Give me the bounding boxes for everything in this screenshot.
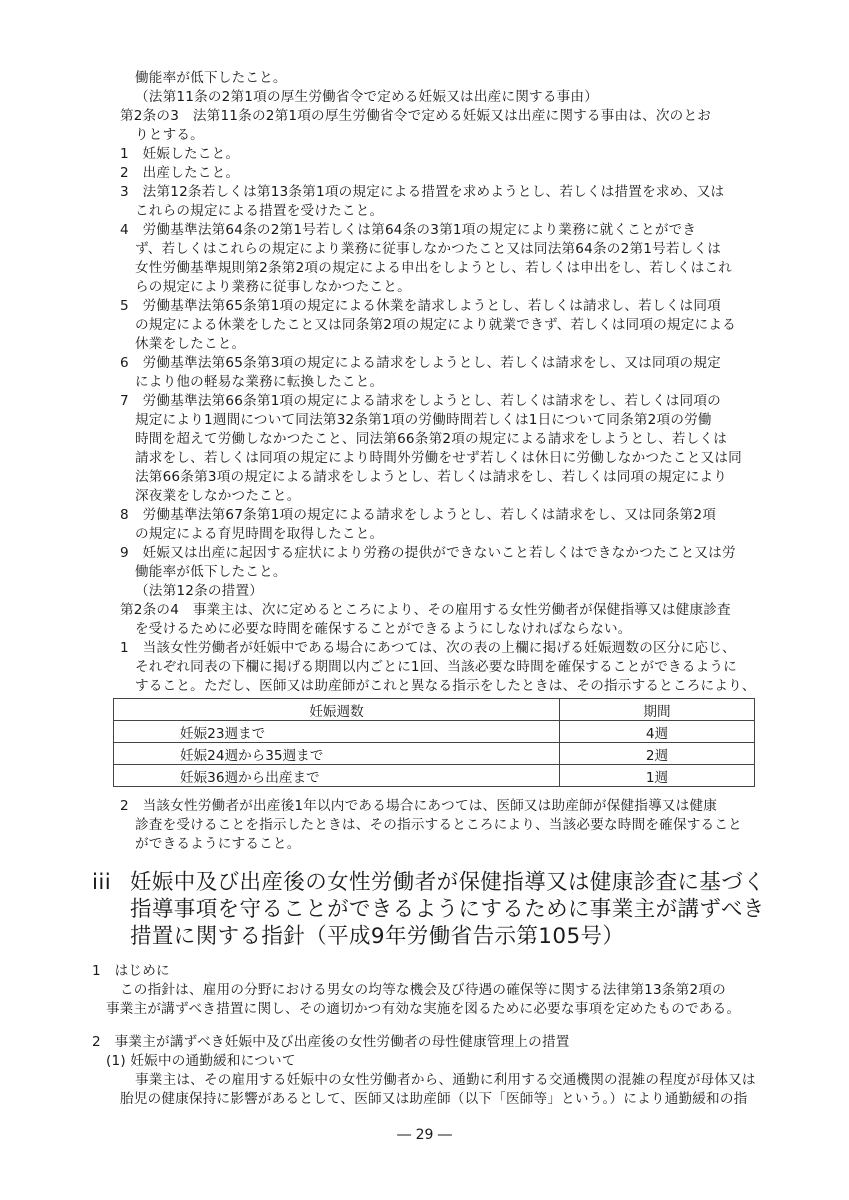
text-line: 時間を超えて労働しなかつたこと、同法第66条第2項の規定による請求をしようとし、若しくは	[135, 431, 728, 447]
text-line: ができるようにすること。	[135, 836, 301, 852]
text-line: それぞれ同表の下欄に掲げる期間以内ごとに1回、当該必要な時間を確保することができるように	[135, 659, 737, 675]
page-number: ― 29 ―	[397, 1127, 452, 1143]
table-cell: 4週	[560, 721, 755, 743]
text-line: 請求をし、若しくは同項の規定により時間外労働をせず若しくは休日に労働しなかつたこと又は同	[135, 450, 742, 466]
text-line: 1 当該女性労働者が妊娠中である場合にあつては、次の表の上欄に掲げる妊娠週数の区分に応じ、	[120, 640, 736, 656]
text-line: 7 労働基準法第66条第1項の規定による請求をしようとし、若しくは請求をし、若しくは同項の	[120, 393, 721, 409]
text-line: 法第66条第3項の規定による請求をしようとし、若しくは請求をし、若しくは同項の規定により	[135, 469, 728, 485]
text-line: りとする。	[135, 127, 204, 143]
text-line: 6 労働基準法第65条第3項の規定による請求をしようとし、若しくは請求をし、又は同項の規定	[120, 355, 721, 371]
text-line: 2 出産したこと。	[120, 165, 240, 181]
text-line: 2 当該女性労働者が出産後1年以内である場合にあつては、医師又は助産師が保健指導又は健康	[120, 798, 718, 814]
section-heading: 措置に関する指針（平成9年労働省告示第105号）	[130, 924, 625, 949]
text-line: の規定による育児時間を取得したこと。	[135, 526, 384, 542]
text-line: 診査を受けることを指示したときは、その指示するところにより、当該必要な時間を確保すること	[135, 817, 742, 833]
text-line: （法第11条の2第1項の厚生労働省令で定める妊娠又は出産に関する事由）	[135, 89, 598, 105]
table-header-weeks: 妊娠週数	[114, 699, 560, 721]
text-line: 深夜業をしなかつたこと。	[135, 488, 301, 504]
text-line: 8 労働基準法第67条第1項の規定による請求をしようとし、若しくは請求をし、又は同条第2項	[120, 507, 716, 523]
text-line: これらの規定による措置を受けたこと。	[135, 203, 384, 219]
table-cell: 1週	[560, 765, 755, 787]
section-heading: 指導事項を守ることができるようにするために事業主が講ずべき	[130, 897, 765, 922]
table-cell: 妊娠23週まで	[114, 721, 560, 743]
table-header-row	[114, 699, 755, 721]
section-heading: 妊娠中及び出産後の女性労働者が保健指導又は健康診査に基づく	[130, 870, 766, 895]
text-line: 1 はじめに	[92, 963, 170, 979]
text-line: (1) 妊娠中の通勤緩和について	[106, 1053, 296, 1069]
table-cell: 2週	[560, 743, 755, 765]
table-header-period: 期間	[560, 699, 755, 721]
table-row	[114, 765, 755, 787]
text-line: （法第12条の措置）	[135, 583, 264, 599]
text-line: 9 妊娠又は出産に起因する症状により労務の提供ができないこと若しくはできなかつたこと又は労	[120, 545, 736, 561]
text-line: 第2条の3 法第11条の2第1項の厚生労働省令で定める妊娠又は出産に関する事由は、次のとお	[120, 108, 712, 124]
text-line: 胎児の健康保持に影響があるとして、医師又は助産師（以下「医師等」という。）により通勤緩和の指	[120, 1091, 748, 1107]
text-line: 3 法第12条若しくは第13条第1項の規定による措置を求めようとし、若しくは措置を求め、又は	[120, 184, 725, 200]
table-row	[114, 743, 755, 765]
text-line: により他の軽易な業務に転換したこと。	[135, 374, 384, 390]
text-line: すること。ただし、医師又は助産師がこれと異なる指示をしたときは、その指示するところにより、	[135, 678, 756, 694]
text-line: 働能率が低下したこと。	[135, 70, 287, 86]
text-line: 事業主は、その雇用する妊娠中の女性労働者から、通勤に利用する交通機関の混雑の程度が母体又は	[135, 1072, 756, 1088]
text-line: 1 妊娠したこと。	[120, 146, 240, 162]
text-line: 第2条の4 事業主は、次に定めるところにより、その雇用する女性労働者が保健指導又は健康診査	[120, 602, 731, 618]
text-line: 5 労働基準法第65条第1項の規定による休業を請求しようとし、若しくは請求し、若しくは同項	[120, 298, 721, 314]
table-cell: 妊娠24週から35週まで	[114, 743, 560, 765]
text-line: の規定による休業をしたこと又は同条第2項の規定により就業できず、若しくは同項の規定による	[135, 317, 736, 333]
section-number: iii	[92, 870, 112, 895]
text-line: 2 事業主が講ずべき妊娠中及び出産後の女性労働者の母性健康管理上の措置	[92, 1034, 570, 1050]
text-line: 事業主が講ずべき措置に関し、その適切かつ有効な実施を図るために必要な事項を定めたものである。	[106, 1001, 741, 1017]
checkup-frequency-table	[113, 698, 755, 787]
text-line: らの規定により業務に従事しなかつたこと。	[135, 279, 411, 295]
text-line: 規定により1週間について同法第32条第1項の労働時間若しくは1日について同条第2項の労働	[135, 412, 712, 428]
text-line: 4 労働基準法第64条の2第1号若しくは第64条の3第1項の規定により業務に就くことができ	[120, 222, 697, 238]
text-line: 休業をしたこと。	[135, 336, 246, 352]
table-cell: 妊娠36週から出産まで	[114, 765, 560, 787]
text-line: ず、若しくはこれらの規定により業務に従事しなかつたこと又は同法第64条の2第1号若しくは	[135, 241, 722, 257]
text-line: を受けるために必要な時間を確保することができるようにしなければならない。	[135, 621, 632, 637]
text-line: この指針は、雇用の分野における男女の均等な機会及び待遇の確保等に関する法律第13条第2項の	[120, 982, 726, 998]
text-line: 働能率が低下したこと。	[135, 564, 287, 580]
text-line: 女性労働基準規則第2条第2項の規定による申出をしようとし、若しくは申出をし、若しくはこれ	[135, 260, 733, 276]
table-row	[114, 721, 755, 743]
